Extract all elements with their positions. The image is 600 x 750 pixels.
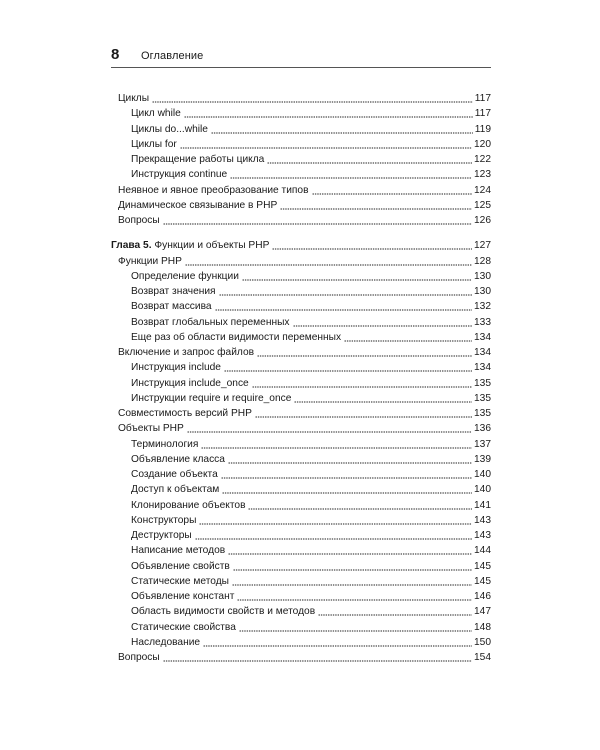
toc-entry (131, 588, 491, 603)
toc-page-number: 154 (474, 652, 491, 663)
toc-entry-title: Статические свойства (131, 622, 236, 633)
toc-page-number: 136 (474, 423, 491, 434)
page-number: 8 (111, 46, 120, 63)
dot-leader (152, 93, 473, 103)
dot-leader (199, 515, 472, 525)
dot-leader (255, 408, 472, 418)
toc-page-number: 119 (474, 124, 491, 135)
toc-entry (131, 298, 491, 313)
toc-entry (118, 649, 491, 664)
toc-page-number: 124 (474, 185, 491, 196)
dot-leader (201, 439, 472, 449)
toc-page-number: 127 (474, 240, 491, 251)
dot-leader (221, 469, 472, 479)
toc-page-number: 139 (474, 454, 491, 465)
toc-page-number: 143 (474, 530, 491, 541)
toc-entry (118, 344, 491, 359)
toc-entry (131, 268, 491, 283)
dot-leader (280, 200, 472, 210)
toc-entry (131, 619, 491, 634)
toc-entry (131, 283, 491, 298)
toc-entry-title: Цикл while (131, 108, 181, 119)
dot-leader (267, 154, 472, 164)
toc-entry-title: Инструкции require и require_once (131, 393, 292, 404)
toc-page-number: 135 (474, 408, 491, 419)
toc-page-number: 140 (474, 469, 491, 480)
toc-entry-title (111, 239, 270, 252)
toc-entry-title: Возврат массива (131, 301, 212, 312)
dot-leader (344, 332, 472, 342)
toc-chapter (111, 237, 491, 252)
dot-leader (163, 652, 472, 662)
toc-entry (131, 573, 491, 588)
dot-leader (239, 622, 472, 632)
toc-page-number: 120 (474, 139, 491, 150)
toc-entry-title: Циклы for (131, 139, 177, 150)
toc-entry-title: Инструкция include_once (131, 378, 249, 389)
toc-entry (131, 451, 491, 466)
toc-page-number: 134 (474, 362, 491, 373)
dot-leader (312, 185, 473, 195)
toc-entry (131, 634, 491, 649)
toc-page-number: 123 (474, 169, 491, 180)
toc-page-number: 133 (474, 317, 491, 328)
toc-entry (131, 151, 491, 166)
running-title: Оглавление (141, 50, 204, 62)
toc-entry-title: Создание объекта (131, 469, 218, 480)
toc-entry-title: Неявное и явное преобразование типов (118, 185, 309, 196)
toc-page-number: 134 (474, 347, 491, 358)
toc-page-number: 130 (474, 271, 491, 282)
dot-leader (211, 124, 473, 134)
toc-entry-title: Объекты PHP (118, 423, 184, 434)
toc-entry-title: Возврат глобальных переменных (131, 317, 290, 328)
dot-leader (228, 545, 472, 555)
dot-leader (219, 286, 472, 296)
toc-page-number: 117 (474, 93, 491, 104)
toc-entry-title: Область видимости свойств и методов (131, 606, 316, 617)
dot-leader (224, 362, 472, 372)
toc-entry-title: Инструкция continue (131, 169, 228, 180)
dot-leader (294, 393, 472, 403)
toc-entry-title: Еще раз об области видимости переменных (131, 332, 342, 343)
toc-entry-title: Вопросы (118, 652, 160, 663)
toc-entry (118, 420, 491, 435)
toc-page-number: 132 (474, 301, 491, 312)
toc-page-number: 135 (474, 393, 491, 404)
toc-entry (131, 481, 491, 496)
dot-leader (293, 317, 473, 327)
dot-leader (257, 347, 472, 357)
toc-entry-title: Совместимость версий PHP (118, 408, 252, 419)
dot-leader (237, 591, 472, 601)
toc-entry-title: Объявление свойств (131, 561, 230, 572)
toc-entry-title: Возврат значения (131, 286, 216, 297)
toc-entry-title: Прекращение работы цикла (131, 154, 265, 165)
toc-entry (131, 512, 491, 527)
toc-page-number: 134 (474, 332, 491, 343)
dot-leader (180, 139, 472, 149)
toc-entry-title: Объявление класса (131, 454, 225, 465)
toc-entry (131, 436, 491, 451)
toc-page-number: 145 (474, 576, 491, 587)
toc-entry (131, 314, 491, 329)
dot-leader (232, 576, 472, 586)
toc-entry-title: Написание методов (131, 545, 226, 556)
toc-entry-title: Клонирование объектов (131, 500, 246, 511)
toc-page-number: 130 (474, 286, 491, 297)
dot-leader (233, 561, 472, 571)
dot-leader (228, 454, 472, 464)
dot-leader (203, 637, 472, 647)
toc-page-number: 143 (474, 515, 491, 526)
toc-page-number: 137 (474, 439, 491, 450)
toc-entry (131, 136, 491, 151)
dot-leader (215, 301, 472, 311)
toc-page-number: 148 (474, 622, 491, 633)
page-header (111, 46, 491, 68)
dot-leader (184, 108, 473, 118)
toc-entry (131, 558, 491, 573)
toc-entry-title: Инструкция include (131, 362, 221, 373)
toc-page-number: 140 (474, 484, 491, 495)
toc-entry (131, 121, 491, 136)
dot-leader (318, 606, 472, 616)
toc-entry (118, 197, 491, 212)
toc-entry (131, 603, 491, 618)
toc-page-number: 125 (474, 200, 491, 211)
dot-leader (163, 215, 472, 225)
toc-entry (131, 105, 491, 120)
toc-entry-title: Включение и запрос файлов (118, 347, 255, 358)
toc-page-number: 122 (474, 154, 491, 165)
toc-entry (131, 542, 491, 557)
toc-entry-title: Деструкторы (131, 530, 192, 541)
toc-page-number: 128 (474, 256, 491, 267)
toc-entry-title: Динамическое связывание в PHP (118, 200, 278, 211)
toc-entry (131, 359, 491, 374)
toc-entry-title: Циклы do...while (131, 124, 208, 135)
dot-leader (230, 169, 472, 179)
toc-entry (118, 253, 491, 268)
toc-page-number: 147 (474, 606, 491, 617)
dot-leader (187, 423, 472, 433)
toc-entry (118, 182, 491, 197)
toc-entry-title: Вопросы (118, 215, 160, 226)
toc-entry (118, 212, 491, 227)
toc-page-number: 126 (474, 215, 491, 226)
toc-entry-title: Доступ к объектам (131, 484, 220, 495)
toc-entry (131, 497, 491, 512)
toc-entry (131, 466, 491, 481)
toc-entry (131, 375, 491, 390)
toc-entry-title: Терминология (131, 439, 199, 450)
toc-page-number: 145 (474, 561, 491, 572)
toc-entry-title: Определение функции (131, 271, 239, 282)
toc-entry (131, 390, 491, 405)
toc-entry (131, 166, 491, 181)
toc-entry-title: Конструкторы (131, 515, 197, 526)
toc-entry (131, 527, 491, 542)
dot-leader (272, 240, 472, 250)
toc-entry-title: Объявление констант (131, 591, 235, 602)
toc-page-number: 144 (474, 545, 491, 556)
header-rule (111, 67, 491, 68)
dot-leader (242, 271, 472, 281)
dot-leader (248, 500, 472, 510)
dot-leader (185, 256, 472, 266)
dot-leader (222, 484, 472, 494)
toc-entry-title: Циклы (118, 93, 150, 104)
toc-entry-title: Наследование (131, 637, 201, 648)
toc-entry-title: Функции PHP (118, 256, 182, 267)
dot-leader (195, 530, 472, 540)
toc-entry (118, 405, 491, 420)
toc-page-number: 146 (474, 591, 491, 602)
chapter-number: Глава 5. (111, 240, 152, 251)
toc-entry (131, 329, 491, 344)
chapter-title: Функции и объекты PHP (151, 240, 270, 251)
dot-leader (252, 378, 472, 388)
toc-page-number: 141 (474, 500, 491, 511)
toc-page-number: 150 (474, 637, 491, 648)
toc-page-number: 117 (474, 108, 491, 119)
toc-entry (118, 90, 491, 105)
toc-page-number: 135 (474, 378, 491, 389)
toc-entry-title: Статические методы (131, 576, 230, 587)
